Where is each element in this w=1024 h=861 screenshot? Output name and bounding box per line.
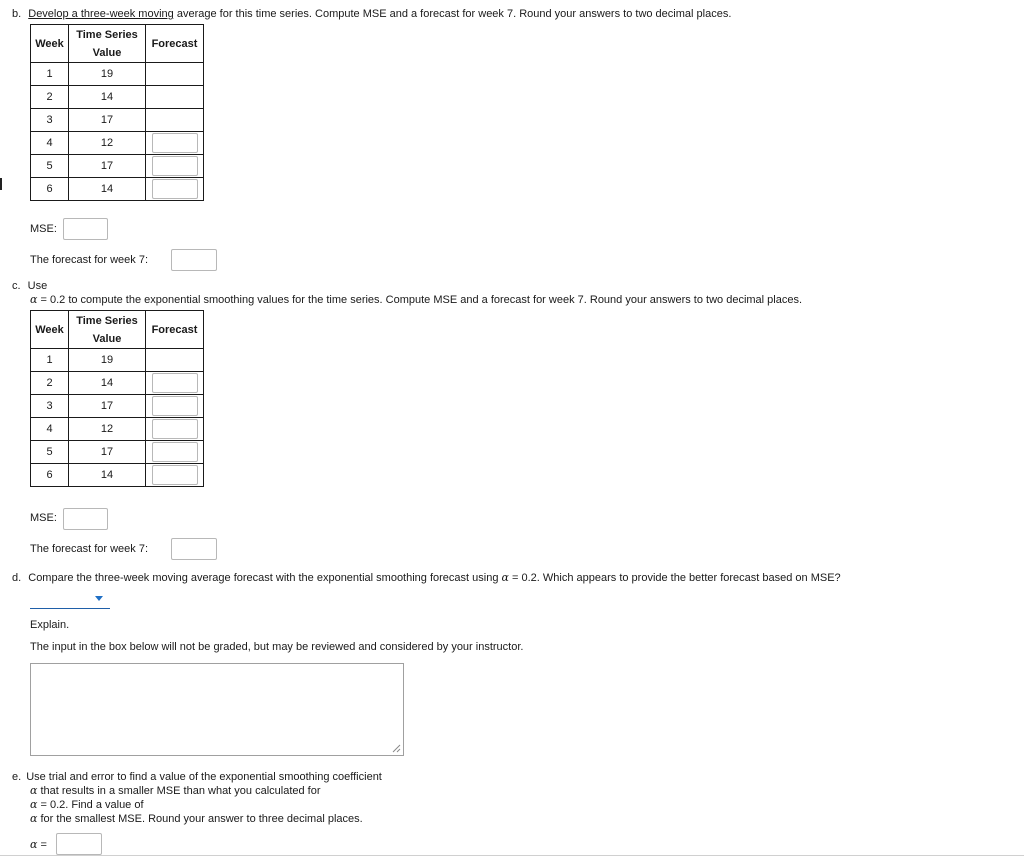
table-row: 1 19 [31, 349, 204, 372]
part-c-use: c. Use [12, 280, 48, 292]
forecast-input-week-4[interactable] [152, 133, 198, 153]
part-c-prompt: α = 0.2 to compute the exponential smoothing values for the time series. Compute MSE and a forecast for week 7. Round your answers to two decimal places. [30, 293, 803, 306]
table-row: 5 17 [31, 155, 204, 178]
table-row: 4 12 [31, 132, 204, 155]
part-c-mse-input[interactable] [63, 508, 108, 530]
table-row: 6 14 [31, 178, 204, 201]
part-e-prompt: e. Use trial and error to find a value of the exponential smoothing coefficient α that results in a smaller MSE than what you calculated for α = 0.2. Find a value of α for the smallest MSE. Round your answer to three decimal places. [12, 771, 382, 825]
part-b-prompt: b. Develop a three-week moving average for this time series. Compute MSE and a forecast for week 7. Round your answers to two decimal places. [12, 8, 732, 20]
part-c-week7-label: The forecast for week 7: [30, 543, 148, 555]
part-c-week7-input[interactable] [171, 538, 217, 560]
table-row: 3 17 [31, 395, 204, 418]
table-row: 2 14 [31, 372, 204, 395]
smoothing-input-week-5[interactable] [152, 442, 198, 462]
header-time-series-value: Time Series Value [69, 311, 146, 349]
alpha-symbol: α [501, 571, 509, 584]
smoothing-input-week-4[interactable] [152, 419, 198, 439]
chevron-down-icon [95, 596, 103, 601]
bottom-divider [0, 855, 1024, 856]
table-row: 2 14 [31, 86, 204, 109]
table-row: 4 12 [31, 418, 204, 441]
forecast-input-week-6[interactable] [152, 179, 198, 199]
left-edge-marker [0, 178, 2, 190]
alpha-symbol: α [30, 812, 38, 825]
table-row: 5 17 [31, 441, 204, 464]
part-e-alpha-label: α = [30, 838, 47, 851]
part-b-mse-input[interactable] [63, 218, 108, 240]
header-forecast: Forecast [146, 311, 204, 349]
smoothing-input-week-6[interactable] [152, 465, 198, 485]
part-b-mse-label: MSE: [30, 223, 57, 235]
alpha-symbol: α [30, 293, 38, 306]
alpha-symbol: α [30, 798, 38, 811]
grading-note: The input in the box below will not be graded, but may be reviewed and considered by your instructor. [30, 641, 524, 653]
smoothing-input-week-2[interactable] [152, 373, 198, 393]
table-row: 1 19 [31, 63, 204, 86]
header-time-series-value: Time Series Value [69, 25, 146, 63]
part-c-mse-label: MSE: [30, 512, 57, 524]
resize-grip-icon[interactable] [392, 744, 401, 753]
forecast-input-week-5[interactable] [152, 156, 198, 176]
header-week: Week [31, 25, 69, 63]
alpha-symbol: α [30, 784, 38, 797]
alpha-answer-input[interactable] [56, 833, 102, 855]
part-b-week7-label: The forecast for week 7: [30, 254, 148, 266]
table-row: 6 14 [31, 464, 204, 487]
smoothing-input-week-3[interactable] [152, 396, 198, 416]
part-c-table [30, 310, 204, 487]
part-b-week7-input[interactable] [171, 249, 217, 271]
header-week: Week [31, 311, 69, 349]
table-row: 3 17 [31, 109, 204, 132]
part-d-prompt: d. Compare the three-week moving average forecast with the exponential smoothing forecast using α = 0.2. Which appears to provide the better forecast based on MSE? [12, 571, 841, 584]
part-b-table [30, 24, 204, 201]
explain-label: Explain. [30, 619, 70, 631]
better-forecast-select[interactable] [30, 590, 110, 609]
explanation-textarea[interactable] [30, 663, 404, 756]
header-forecast: Forecast [146, 25, 204, 63]
